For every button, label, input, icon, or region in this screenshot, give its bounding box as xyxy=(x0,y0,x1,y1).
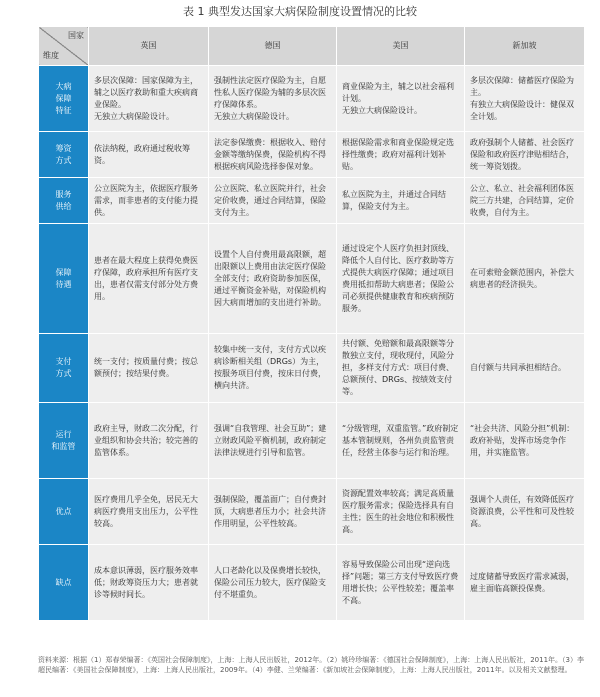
row-header xyxy=(39,132,89,178)
cell-text: 多层次保障：国家保障为主，辅之以医疗救助和重大疾病商业保险。 xyxy=(94,75,198,109)
table-cell xyxy=(337,132,465,178)
cell-text: 共付额、免赔额和最高限额等分散独立支付，现收现付，风险分担，多样支付方式：项目付费、总额预付、DRGs、按绩效支付等。 xyxy=(342,339,454,396)
row-header xyxy=(39,66,89,132)
cell-text: 有独立大病保险设计：健保双全计划。 xyxy=(470,99,574,121)
row-header xyxy=(39,479,89,545)
row-header-text: 服务 xyxy=(55,189,72,199)
cell-text: 在可索赔金额范围内，补偿大病患者的经济损失。 xyxy=(470,267,574,289)
row-header xyxy=(39,224,89,334)
row-header-text: 方式 xyxy=(55,155,72,165)
cell-text: 依法纳税，政府通过税收筹资。 xyxy=(94,143,190,165)
cell-text: 医疗费用几乎全免，居民无大病医疗费用支出压力，公平性较高。 xyxy=(94,494,198,528)
cell-text: 无独立大病保险设计。 xyxy=(342,105,422,115)
row-header-text: 优点 xyxy=(55,506,72,516)
cell-text: 资源配置效率较高；满足高质量医疗服务需求；保险选择具有自主性；医生的社会地位和积极性高。 xyxy=(342,488,454,534)
cell-text: 法定参保缴费：根据收入、赔付金额等缴纳保费，保险机构不得根据疾病风险选择参保对象。 xyxy=(214,137,326,171)
comparison-table xyxy=(38,26,585,621)
column-header-uk: 英国 xyxy=(89,27,209,66)
cell-text: 公立医院、私立医院并行，社会定价收费，通过合同结算，保险支付为主。 xyxy=(214,183,326,217)
table-cell xyxy=(337,224,465,334)
table-cell xyxy=(89,224,209,334)
table-cell xyxy=(89,403,209,479)
table-cell xyxy=(337,178,465,224)
table-cell xyxy=(209,178,337,224)
table-row xyxy=(39,403,585,479)
cell-text: 统一支付；按质量付费；按总额预付；按结果付费。 xyxy=(94,357,198,378)
table-cell xyxy=(89,479,209,545)
table-cell xyxy=(465,178,585,224)
cell-text: 公立、私立、社会福利团体医院三方共建，合同结算，定价收费，自付为主。 xyxy=(470,183,574,217)
row-header-text: 大病 xyxy=(55,81,72,91)
table-cell xyxy=(465,334,585,403)
column-header-usa: 美国 xyxy=(337,27,465,66)
row-header-text: 运行 xyxy=(55,429,72,439)
row-header-text: 缺点 xyxy=(55,577,72,587)
table-cell xyxy=(209,479,337,545)
table-cell xyxy=(337,403,465,479)
table-cell xyxy=(465,545,585,621)
table-cell xyxy=(465,224,585,334)
table-row xyxy=(39,334,585,403)
table-cell xyxy=(465,479,585,545)
cell-text: 较集中统一支付，支付方式以疾病诊断相关组（DRGs）为主，按服务项目付费，按床日付费，横向共济。 xyxy=(214,345,326,390)
table-row xyxy=(39,545,585,621)
table-cell xyxy=(209,224,337,334)
cell-text: 强调“自我管理、社会互助”；建立财政风险平衡机制，政府制定法律法规进行引导和监管。 xyxy=(214,423,327,457)
table-row xyxy=(39,66,585,132)
table-cell xyxy=(337,545,465,621)
cell-text: “分级管理，双重监管。”政府制定基本管制规则，各州负责监管责任，经营主体参与运行和治理。 xyxy=(342,423,459,457)
row-header xyxy=(39,178,89,224)
row-header xyxy=(39,545,89,621)
cell-text: 通过设定个人医疗负担封顶线、降低个人自付比、医疗救助等方式提供大病医疗保障；通过项目费用抵扣帮助大病患者；保险公司必须提供健康教育和疾病预防服务。 xyxy=(342,243,454,313)
table-cell xyxy=(89,178,209,224)
table-cell xyxy=(465,66,585,132)
cell-text: 强调个人责任，有效降低医疗资源浪费，公平性和可及性较高。 xyxy=(470,494,574,528)
header-row xyxy=(39,27,585,66)
row-header-text: 方式 xyxy=(55,369,72,378)
cell-text: 强制性法定医疗保险为主，自愿性私人医疗保险为辅的多层次医疗保障体系。 xyxy=(214,75,326,109)
cell-text: 商业保险为主，辅之以社会福利计划。 xyxy=(342,81,454,103)
cell-text: 自付额与共同承担相结合。 xyxy=(470,363,566,372)
cell-text: 成本意识薄弱，医疗服务效率低；财政筹资压力大；患者就诊等候时间长。 xyxy=(94,565,198,599)
corner-country-label: 国家 xyxy=(68,31,84,40)
column-header-singapore: 新加坡 xyxy=(465,27,585,66)
cell-text: 过度储蓄导致医疗需求减弱，雇主面临高额投保费。 xyxy=(470,571,574,593)
table-cell xyxy=(465,403,585,479)
column-header-germany: 德国 xyxy=(209,27,337,66)
cell-text: 人口老龄化以及保费增长较快，保险公司压力较大，医疗保险支付不堪重负。 xyxy=(214,565,326,599)
table-row xyxy=(39,178,585,224)
corner-dimension-label: 维度 xyxy=(43,51,59,60)
table-cell xyxy=(209,545,337,621)
cell-text: 强制保险，覆盖面广；自付费封顶，大病患者压力小；社会共济作用明显，公平性较高。 xyxy=(214,494,326,528)
row-header xyxy=(39,403,89,479)
row-header-text: 筹资 xyxy=(55,143,72,153)
row-header-text: 支付 xyxy=(55,357,72,366)
cell-text: 私立医院为主，并通过合同结算，保险支付为主。 xyxy=(342,189,446,211)
table-cell xyxy=(209,403,337,479)
cell-text: 容易导致保险公司出现“逆向选择”问题；第三方支付导致医疗费用增长快；公平性较差；覆盖率不高。 xyxy=(342,559,459,605)
table-cell xyxy=(89,66,209,132)
row-header-text: 保障 xyxy=(55,267,72,277)
table-cell xyxy=(337,479,465,545)
cell-text: 无独立大病保险设计。 xyxy=(214,111,294,121)
cell-text: 无独立大病保险设计。 xyxy=(94,111,174,121)
table-cell xyxy=(89,334,209,403)
row-header-text: 待遇 xyxy=(55,279,72,289)
row-header-text: 和监管 xyxy=(51,441,76,451)
table-body xyxy=(39,66,585,621)
table-cell xyxy=(465,132,585,178)
cell-text: 患者在最大程度上获得免费医疗保障，政府承担所有医疗支出，患者仅需支付部分处方费用。 xyxy=(94,255,198,301)
table-cell xyxy=(209,334,337,403)
table-cell xyxy=(209,132,337,178)
table-cell xyxy=(209,66,337,132)
cell-text: 公立医院为主，依据医疗服务需求，而非患者的支付能力提供。 xyxy=(94,183,198,217)
cell-text: 政府主导，财政二次分配，行业组织和协会共治；较完善的监管体系。 xyxy=(94,423,198,457)
row-header-text: 特征 xyxy=(55,105,72,115)
row-header-text: 保障 xyxy=(55,93,72,103)
table-row xyxy=(39,479,585,545)
cell-text: 根据保险需求和商业保险规定选择性缴费；政府对福利计划补贴。 xyxy=(342,137,454,171)
cell-text: 政府强制个人储蓄、社会医疗保险和政府医疗津贴相结合，统一筹资划拨。 xyxy=(470,137,574,171)
row-header xyxy=(39,334,89,403)
table-cell xyxy=(89,545,209,621)
table-cell xyxy=(89,132,209,178)
source-note: 资料来源：根据（1）郑春荣编著：《英国社会保障制度》，上海：上海人民出版社，2012年。（2）姚玲珍编著：《德国社会保障制度》，上海：上海人民出版社，2011年。（3）李超民编著：《美国社会保障制度》，上海：上海人民出版社，2009年。（4）李健、兰荣编著：《新加坡社会保障制度》，上海：上海人民出版社，2011年。以及相关文献整理。 xyxy=(38,656,584,674)
table-cell xyxy=(337,334,465,403)
cell-text: 设置个人自付费用最高限额，超出限额以上费用由法定医疗保险全部支付；政府资助参加医保，通过平衡资金补贴，对保险机构因大病而增加的支出进行补助。 xyxy=(214,249,326,307)
cell-text: 多层次保障：储蓄医疗保险为主。 xyxy=(470,75,574,97)
table-title: 表 1 典型发达国家大病保险制度设置情况的比较 xyxy=(183,5,417,18)
row-header-text: 供给 xyxy=(55,201,72,211)
corner-header xyxy=(39,27,89,66)
cell-text: “社会共济、风险分担”机制：政府补贴，发挥市场竞争作用，并实施监管。 xyxy=(470,423,575,457)
table-row xyxy=(39,132,585,178)
table-row xyxy=(39,224,585,334)
table-cell xyxy=(337,66,465,132)
